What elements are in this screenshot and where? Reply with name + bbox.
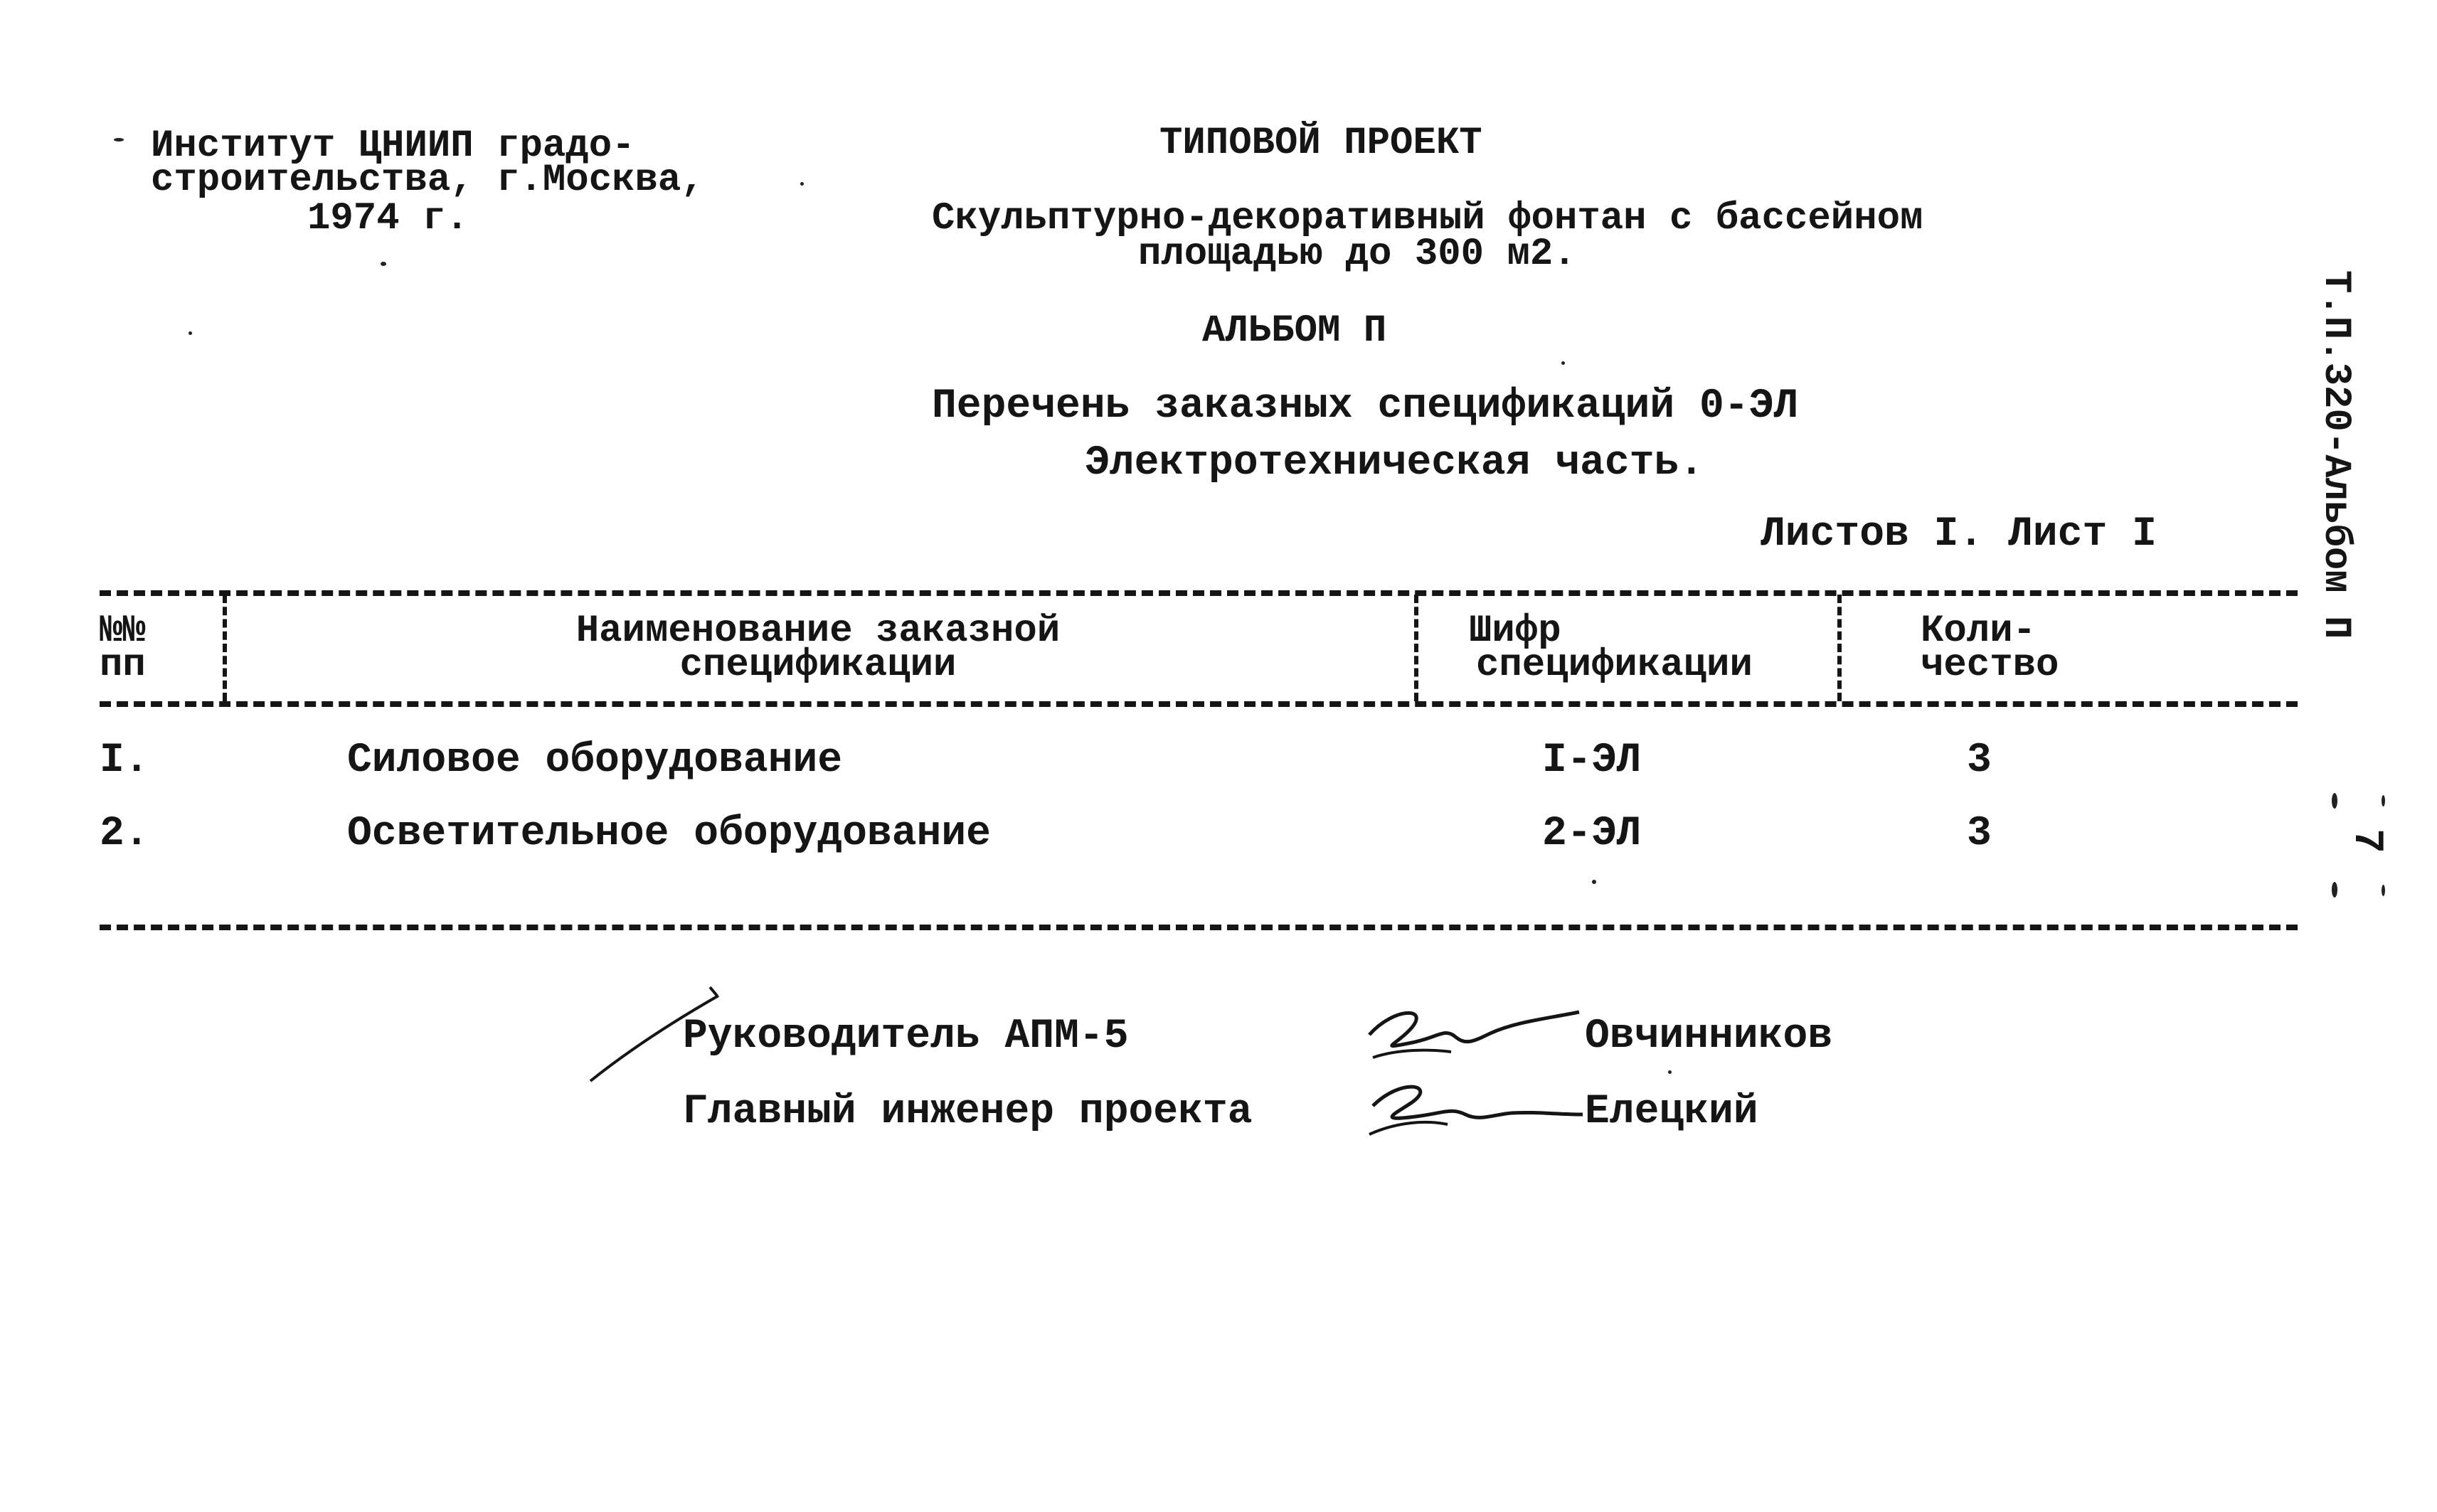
side-stamp: Т.П.320-Альбом П bbox=[2314, 270, 2357, 639]
part-title: Электротехническая часть. bbox=[1085, 440, 1704, 486]
sheets-count: Листов I. Лист I bbox=[1761, 511, 2157, 558]
column-header-code: Шифр bbox=[1469, 609, 1561, 653]
scan-speck bbox=[2332, 882, 2337, 898]
column-header-name-sub: спецификации bbox=[679, 644, 957, 687]
scan-speck bbox=[2332, 793, 2337, 809]
row-2-name: Осветительное оборудование bbox=[347, 811, 991, 857]
scan-speck bbox=[114, 138, 124, 142]
row-2-quantity: 3 bbox=[1967, 811, 1992, 857]
table-bottom-rule bbox=[100, 925, 2298, 930]
institute-line-2: строительства, г.Москва, bbox=[151, 159, 704, 202]
page-number: 7 bbox=[2343, 829, 2389, 853]
institute-line-1: Институт ЦНИИП градо- bbox=[151, 124, 635, 168]
row-2-code: 2-ЭЛ bbox=[1542, 811, 1642, 857]
scan-speck bbox=[1592, 880, 1596, 884]
column-header-name: Наименование заказной bbox=[575, 609, 1061, 653]
table-header-rule bbox=[100, 701, 2298, 707]
column-header-quantity: Коли- bbox=[1921, 609, 2037, 653]
row-1-code: I-ЭЛ bbox=[1542, 738, 1642, 784]
scan-speck bbox=[1668, 1070, 1672, 1074]
signature-mark-1 bbox=[1366, 999, 1586, 1063]
column-header-quantity-sub: чество bbox=[1921, 644, 2059, 687]
row-1-number: I. bbox=[100, 738, 149, 784]
list-title: Перечень заказных спецификаций 0-ЭЛ bbox=[932, 383, 1799, 430]
column-header-number-sub: пп bbox=[100, 644, 146, 687]
scan-speck bbox=[381, 262, 386, 266]
column-header-number: №№ bbox=[100, 609, 146, 653]
column-header-code-sub: спецификации bbox=[1476, 644, 1753, 687]
table-top-rule bbox=[100, 590, 2298, 596]
column-separator bbox=[1414, 595, 1418, 701]
document-title: ТИПОВОЙ ПРОЕКТ bbox=[1159, 122, 1482, 165]
column-separator bbox=[1837, 595, 1842, 701]
row-1-name: Силовое оборудование bbox=[347, 738, 843, 784]
signature-role-2: Главный инженер проекта bbox=[683, 1089, 1253, 1135]
scan-speck bbox=[1561, 361, 1565, 365]
signature-mark-2 bbox=[1366, 1077, 1586, 1141]
project-subtitle-line-2: площадью до 300 м2. bbox=[1138, 233, 1576, 276]
row-1-quantity: 3 bbox=[1967, 738, 1992, 784]
scan-speck bbox=[2382, 885, 2385, 896]
column-separator bbox=[223, 595, 227, 701]
row-2-number: 2. bbox=[100, 811, 149, 857]
scan-speck bbox=[800, 182, 804, 186]
scan-speck bbox=[189, 331, 192, 335]
signature-name-1: Овчинников bbox=[1585, 1013, 1833, 1060]
institute-year: 1974 г. bbox=[307, 197, 469, 240]
scan-speck bbox=[2382, 795, 2385, 806]
project-subtitle-line-1: Скульптурно-декоративный фонтан с бассейном bbox=[932, 197, 1923, 240]
album-label: АЛЬБОМ П bbox=[1202, 309, 1387, 353]
signature-name-2: Елецкий bbox=[1585, 1089, 1758, 1135]
signature-role-1: Руководитель АПМ-5 bbox=[683, 1013, 1129, 1060]
